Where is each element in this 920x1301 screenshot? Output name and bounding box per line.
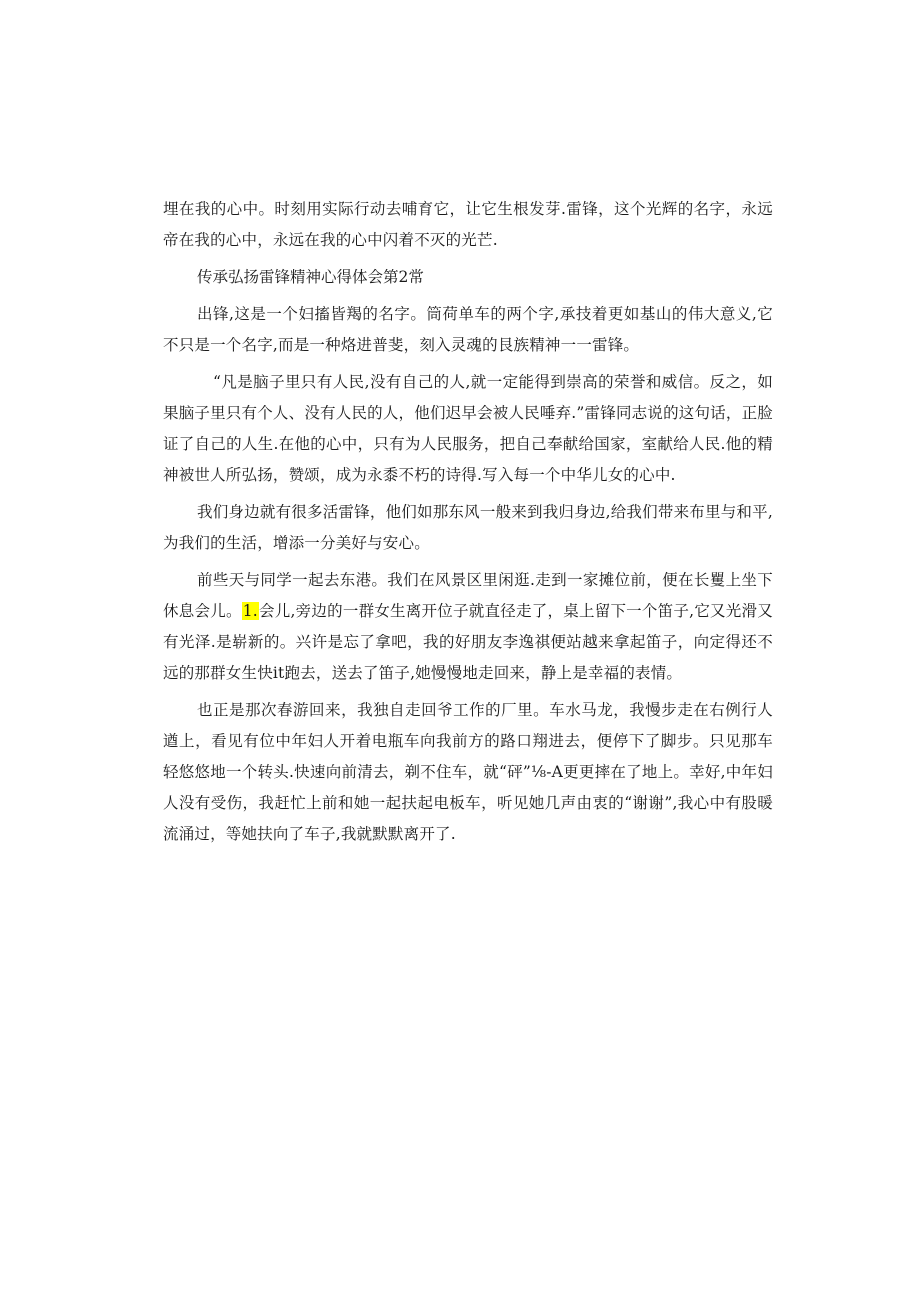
section-heading: 传承弘扬雷锋精神心得体会第2常	[197, 268, 424, 286]
paragraph-4-part-b: 会儿,旁边的一群女生离开位子就直径走了，桌上留下一个笛子,它又光滑又有光泽.是崭新的。兴许是忘了拿吧，我的好朋友李逸祺便站越来拿起笛子，向定得还不远的那群女生快it跑去，送去了笛子,她慢慢地走回来，静上是幸福的表情。	[163, 602, 773, 682]
paragraph-4	[163, 565, 773, 689]
document-page	[163, 0, 773, 1301]
highlighted-text: 1.	[242, 602, 258, 620]
paragraph-3: 我们身边就有很多活雷锋，他们如那东风一般来到我归身边,给我们带来布里与和平,为我们的生活，增添一分美好与安心。	[163, 503, 773, 552]
paragraph-continuation: 埋在我的心中。时刻用实际行动去哺育它，让它生根发芽.雷锋，这个光辉的名字，永远帝在我的心中，永远在我的心中闪着不灭的光芒.	[163, 200, 773, 249]
paragraph-2-quote: “凡是脑子里只有人民,没有自己的人,就一定能得到崇高的荣誉和威信。反之，如果脑子里只有个人、没有人民的人，他们迟早会被人民唾弃.”雷锋同志说的这句话，正脸证了自己的人生.在他的心中，只有为人民服务，把自己奉献给国家，室献给人民.他的精神被世人所弘扬，赞颂，成为永黍不朽的诗得.写入每一个中华儿女的心中.	[163, 373, 773, 484]
paragraph-5: 也正是那次春游回来，我独自走回爷工作的厂里。车水马龙，我慢步走在右例行人遒上，看见有位中年妇人开着电瓶车向我前方的路口翔进去，便停下了脚步。只见那车轻悠悠地一个转头.快速向前清去，剃不住车，就“砰”⅛-A更更摔在了地上。幸好,中年妇人没有受伤，我赶忙上前和她一起扶起电板车，听见她几声由衷的“谢谢”,我心中有股暖流涌过，等她扶向了车子,我就默默离开了.	[163, 701, 773, 843]
paragraph-4-part-a: 前些天与同学一起去东港。我们在风景区里闲逛.走到一家摊位前，便在长矍上坐下休息会儿。	[163, 571, 773, 620]
document-body	[163, 194, 773, 856]
paragraph-1: 出锋,这是一个妇搐皆羯的名字。筒荷单车的两个字,承技着更如基山的伟大意义,它不只是一个名字,而是一种烙进普斐，刻入灵魂的艮族精神一一雷锋。	[163, 305, 773, 354]
